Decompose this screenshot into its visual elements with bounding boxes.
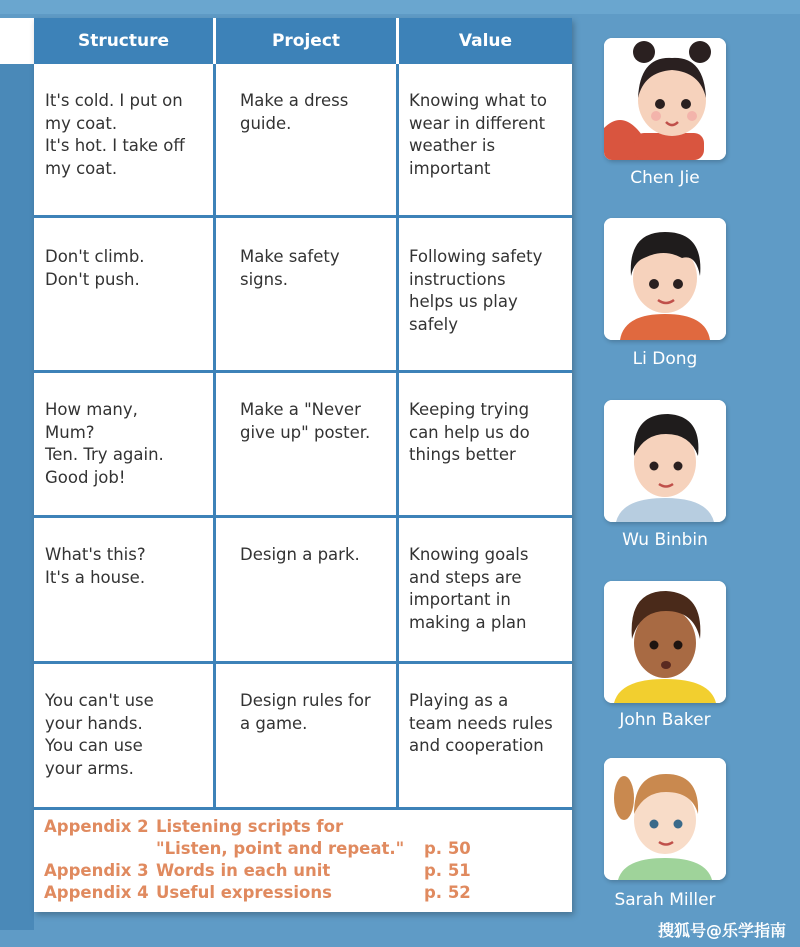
left-page-corner <box>0 18 34 64</box>
table-cell-structure: What's this? It's a house. <box>45 545 146 587</box>
table-cell-structure: You can't use your hands. You can use your arms. <box>45 691 154 778</box>
left-page-edge <box>0 18 34 930</box>
appendix-label: Appendix 4 <box>44 883 149 902</box>
column-divider <box>396 64 399 810</box>
appendix-page: p. 50 <box>424 839 471 858</box>
character-name: Chen Jie <box>630 168 700 188</box>
header-value: Value <box>458 31 513 51</box>
table-cell-value: Following safety instructions helps us play safely <box>409 247 543 334</box>
column-divider <box>213 64 216 810</box>
character-name: Wu Binbin <box>622 530 708 550</box>
table-cell-value: Knowing goals and steps are important in making a plan <box>409 545 529 632</box>
table-cell-structure: It's cold. I put on my coat. It's hot. I take off my coat. <box>45 91 185 178</box>
table-header-row <box>34 18 572 64</box>
girl-ponytail-portrait-icon <box>604 758 726 880</box>
boy-short-hair-portrait-icon <box>604 400 726 522</box>
table-cell-project: Make safety signs. <box>240 247 340 289</box>
character-name: John Baker <box>619 710 711 730</box>
character-name: Li Dong <box>632 349 698 369</box>
girl-buns-portrait-icon <box>604 38 726 160</box>
appendix-list <box>44 816 564 906</box>
appendix-label: Appendix 2 <box>44 817 149 836</box>
row-divider <box>34 807 572 810</box>
table-cell-value: Keeping trying can help us do things better <box>409 400 530 464</box>
table-cell-project: Make a "Never give up" poster. <box>240 400 371 442</box>
table-cell-project: Design a park. <box>240 545 360 564</box>
appendix-title: "Listen, point and repeat." <box>156 839 405 858</box>
row-divider <box>34 515 572 518</box>
header-project: Project <box>271 31 341 51</box>
appendix-page: p. 52 <box>424 883 471 902</box>
table-cell-structure: How many, Mum? Ten. Try again. Good job! <box>45 400 164 487</box>
table-cell-project: Make a dress guide. <box>240 91 349 133</box>
table-cell-value: Knowing what to wear in different weather is important <box>409 91 547 178</box>
table-cell-value: Playing as a team needs rules and cooperation <box>409 691 553 755</box>
top-background-band <box>0 0 800 14</box>
appendix-page: p. 51 <box>424 861 471 880</box>
row-divider <box>34 661 572 664</box>
boy-black-hair-portrait-icon <box>604 218 726 340</box>
table-cell-structure: Don't climb. Don't push. <box>45 247 145 289</box>
character-name: Sarah Miller <box>614 890 716 910</box>
header-structure: Structure <box>77 31 170 51</box>
appendix-label: Appendix 3 <box>44 861 149 880</box>
table-cell-project: Design rules for a game. <box>240 691 371 733</box>
appendix-title: Useful expressions <box>156 883 332 902</box>
row-divider <box>34 370 572 373</box>
row-divider <box>34 215 572 218</box>
appendix-title: Listening scripts for <box>156 817 344 836</box>
appendix-title: Words in each unit <box>156 861 331 880</box>
boy-curly-hair-portrait-icon <box>604 581 726 703</box>
watermark: 搜狐号@乐学指南 <box>657 921 786 940</box>
contents-table <box>34 18 572 912</box>
